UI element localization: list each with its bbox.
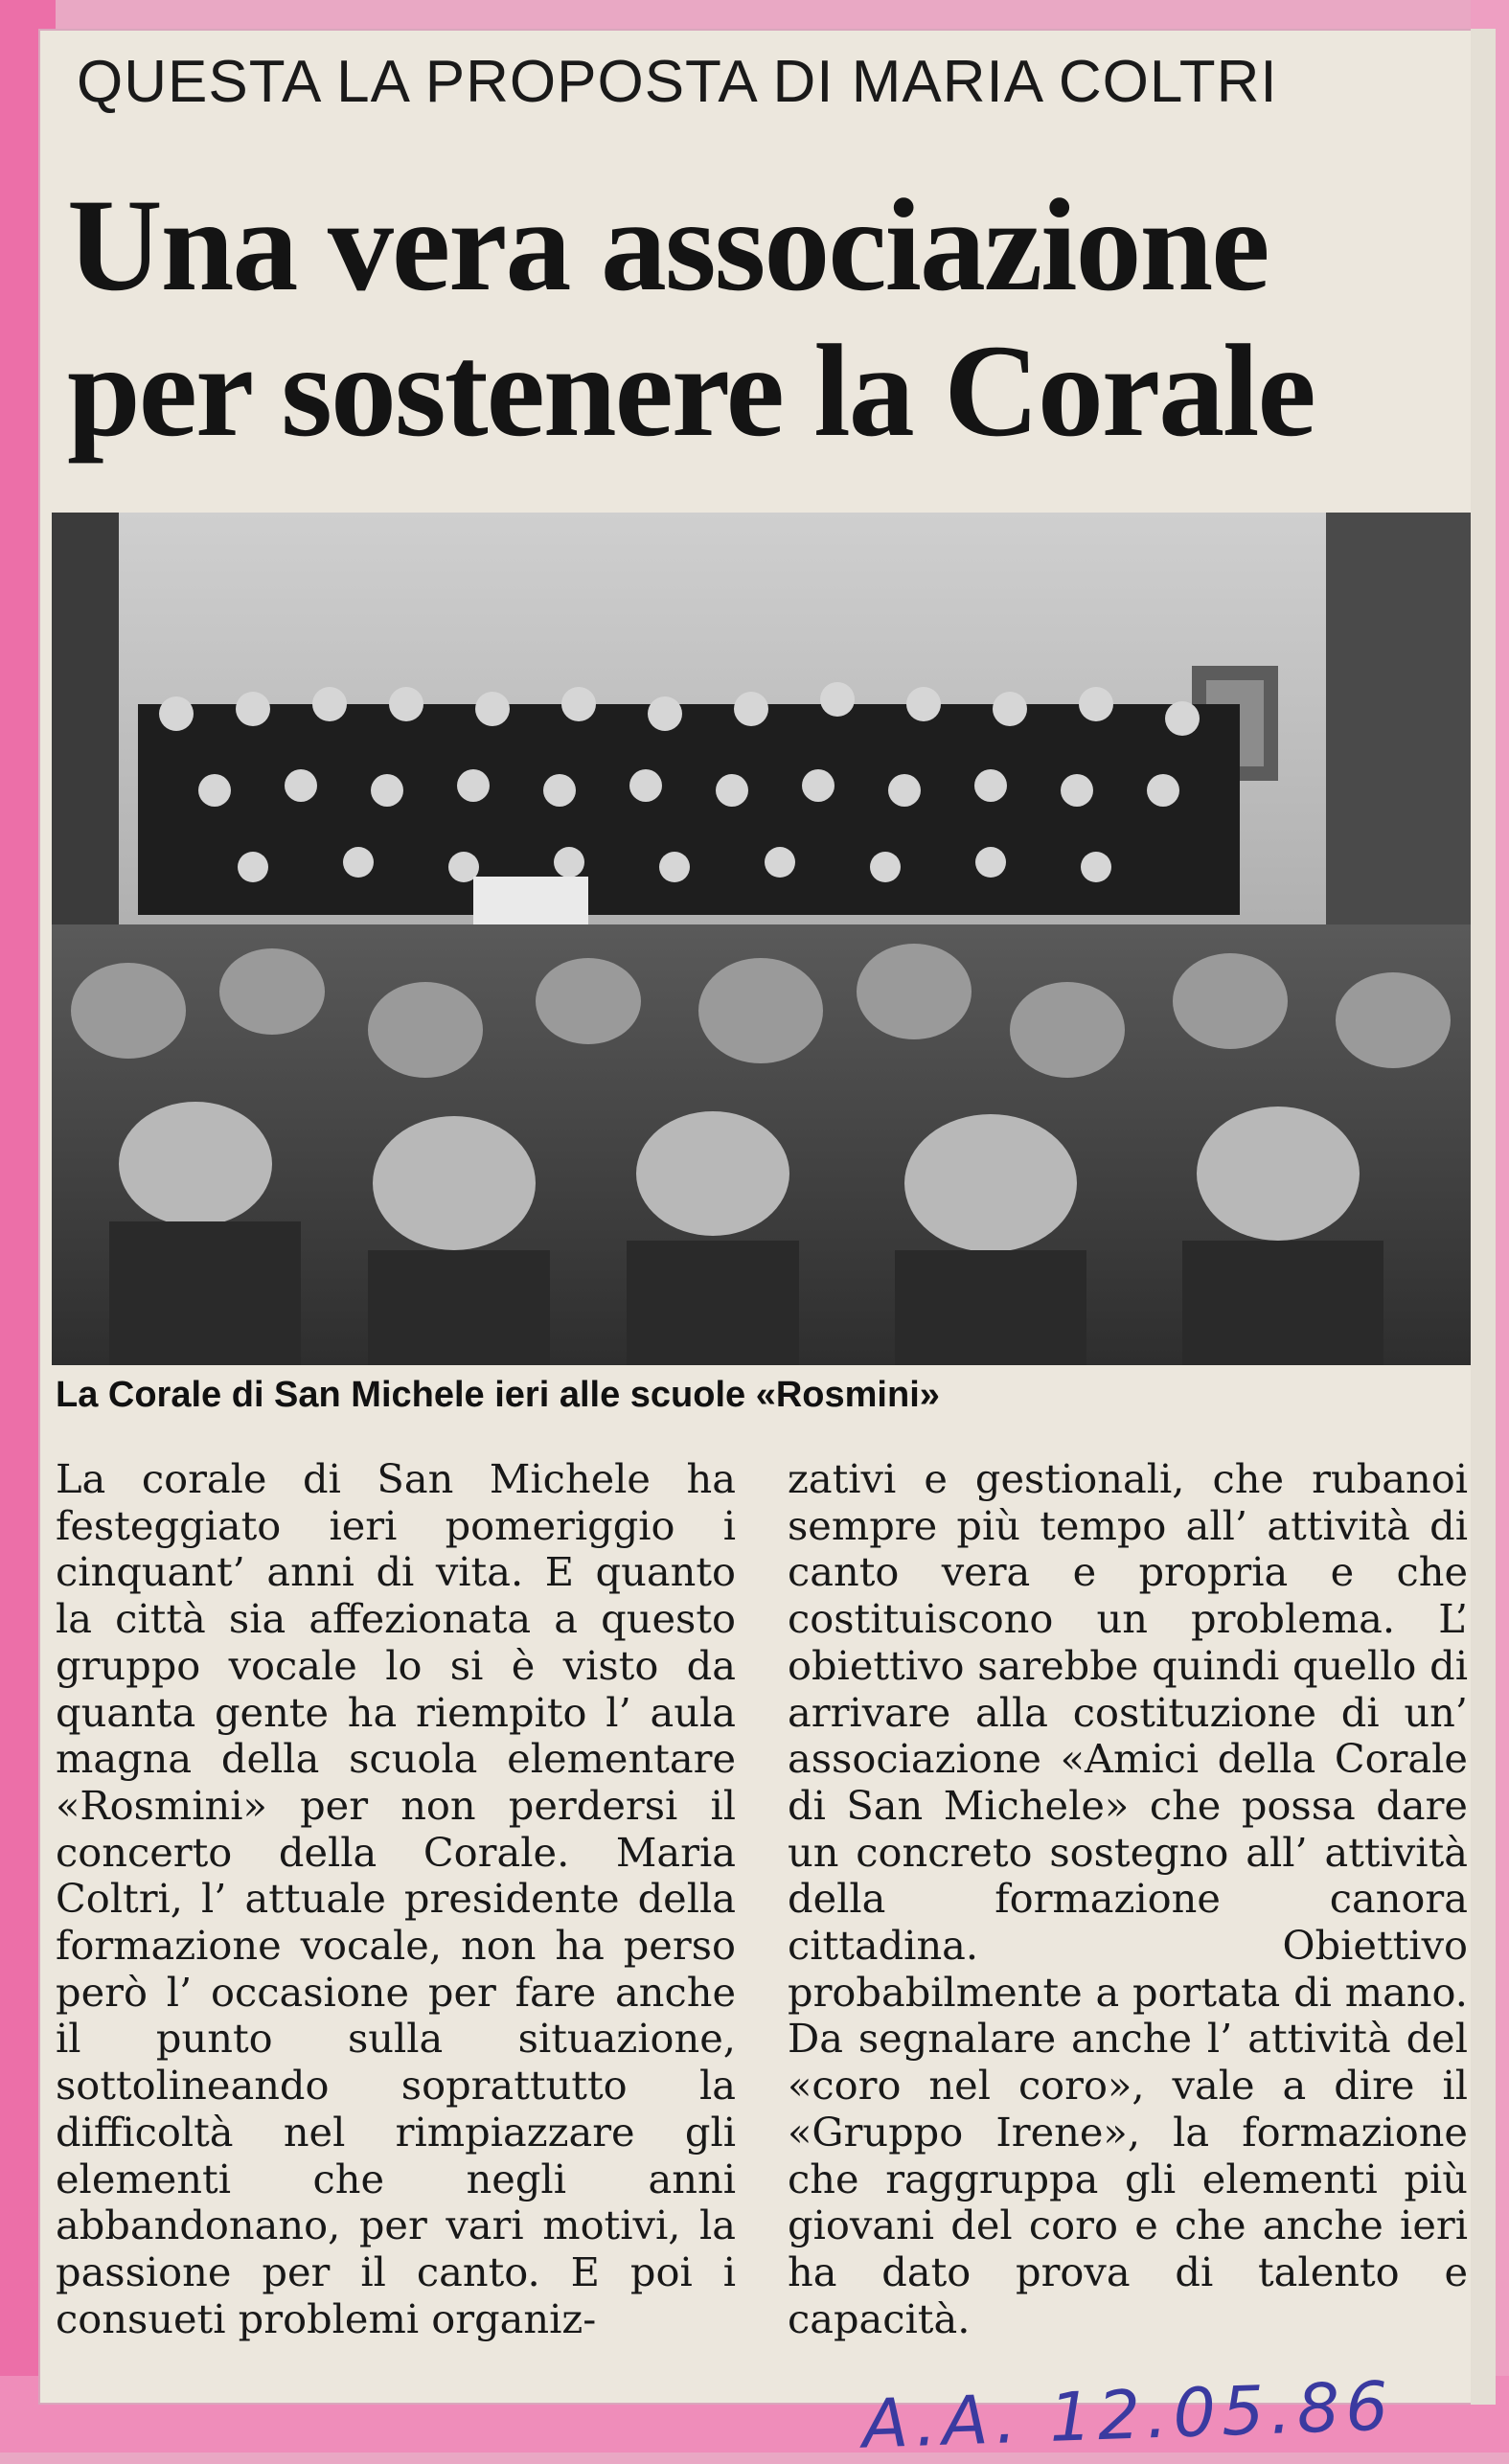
headline-line-1: Una vera associazione [67,171,1269,318]
choir-photo-drawing [52,513,1477,1365]
newspaper-clipping [38,29,1475,2405]
article-column-right [788,1456,1468,2342]
article-paragraph: La corale di San Michele ha festeggiato ieri pomeriggio i cinquant’ anni di vita. E quanto la città sia affezionata a questo gruppo vocale lo si è visto da quanta gente ha riempito l’ aula magna della scuola elementare «Rosmini» per non perdersi il concerto della Corale. Maria Coltri, l’ attuale presidente della formazione vocale, non ha perso però l’ occasione per fare anche il punto sulla situazione, sottolineando soprattutto la difficoltà nel rimpiazzare gli elementi che negli anni abbandonano, per vari motivi, la passione per il canto. E poi i consueti problemi organiz- [56,1455,736,2342]
choir-photo [52,513,1477,1365]
kicker-line: QUESTA LA PROPOSTA DI MARIA COLTRI [77,49,1278,115]
handwritten-date: A.A. 12.05.86 [860,2366,1396,2464]
headline-line-2: per sostenere la Corale [67,317,1315,464]
photo-caption: La Corale di San Michele ieri alle scuole «Rosmini» [56,1375,940,1415]
article-paragraph: zativi e gestionali, che rubanoi sempre più tempo all’ attività di canto vera e propria e che costituiscono un problema. L’ obiettivo sarebbe quindi quello di arrivare alla costituzione di un’ associazione «Amici della Corale di San Michele» che possa dare un concreto sostegno all’ attività della formazione canora cittadina. Obiettivo probabilmente a portata di mano. Da segnalare anche l’ attività del «coro nel coro», vale a dire il «Gruppo Irene», la formazione che raggruppa gli elementi più giovani del coro e che anche ieri ha dato prova di talento e capacità. [788,1455,1468,2342]
article-column-left [56,1456,736,2342]
headline [67,172,1466,464]
clipping-edge-strip [1471,29,1496,2405]
